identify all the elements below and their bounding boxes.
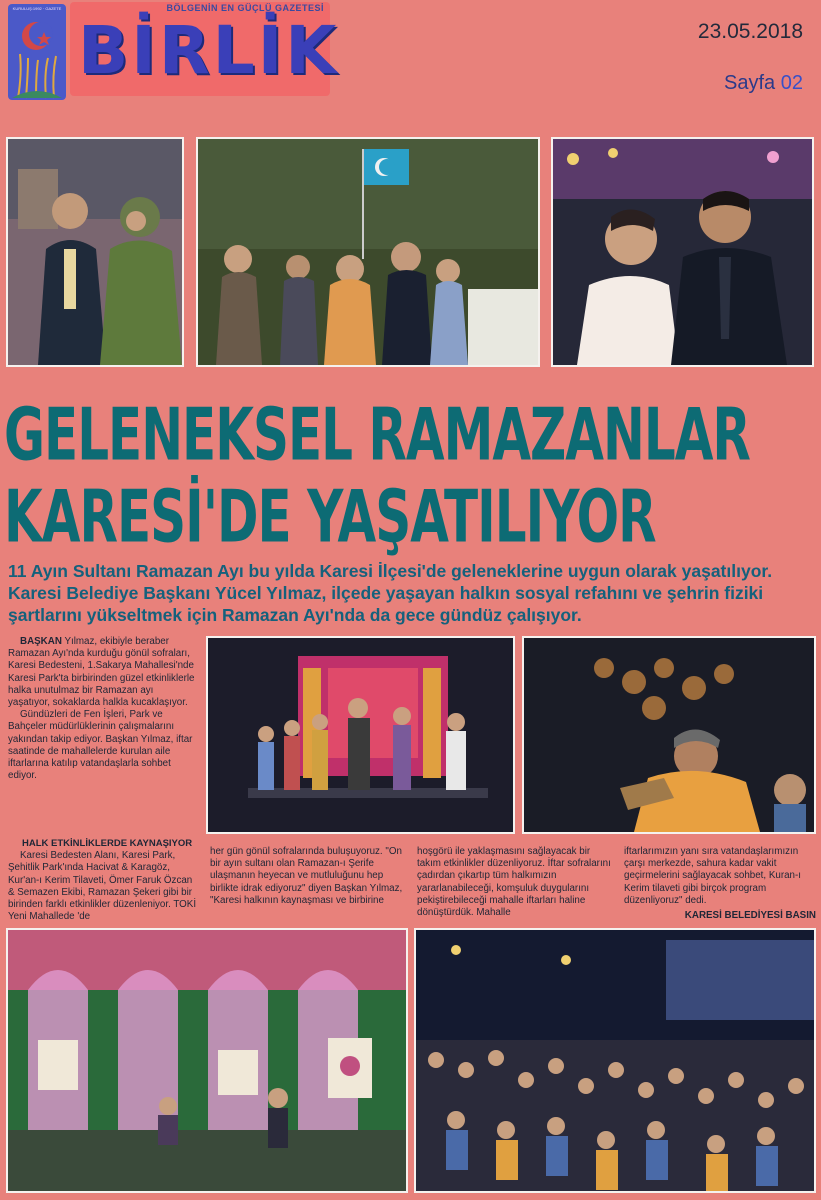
article-column-1-lower: [8, 828, 198, 923]
brand-name: BİRLİK: [78, 12, 340, 89]
photo-serbet-seller: [522, 636, 816, 834]
page-label: Sayfa: [724, 72, 776, 94]
article-paragraph-6: iftarlarımızın yanı sıra vatandaşlarımızın çarşı merkezde, sahura kadar vakit geçirmelerini sağlayacak sohbet, Kuran-ı Kerim tilaveti gibi birçok program düzenliyoruz" dedi.: [624, 846, 801, 906]
newspaper-logo: [4, 0, 340, 104]
article-lead-word: BAŞKAN: [20, 636, 62, 647]
headline-line-2: KARESİ'DE YAŞATILIYOR: [4, 475, 656, 560]
photo-stage-performance: [206, 636, 515, 834]
page-number-value: 02: [780, 72, 803, 94]
masthead-bar: [70, 2, 340, 96]
article-paragraph-1-text: Yılmaz, ekibiyle beraber Ramazan Ayı'nda kurduğu gönül sofraları, Karesi Bedesteni, 1.Sakarya Mahallesi'nde Karesi Park'ta birbirinden güzel etkinliklerle halka unutulmaz bir Ramazan ayı yaşatıyor, sokaklarda halkla kucaklaşıyor.: [8, 636, 195, 709]
article-paragraph-5: hoşgörü ile yaklaşmasını sağlayacak bir takım etkinlikler düzenliyoruz. İftar sofralarını çadırdan çıkartıp tüm halkımızın yararlanabileceği, komşuluk duygularını pekiştirebileceği mahalle iftarları haline dönüştürdük. Mahalle: [417, 846, 611, 919]
article-paragraph-3: Karesi Bedesten Alanı, Karesi Park, Şehitlik Park'ında Hacivat & Karagöz, Kur'an-ı Kerim Tilaveti, Ömer Faruk Özcan & Semazen Ekibi, Ramazan Şekeri gibi bir birinden farklı etkinlikler düzenleniyor. TOKİ Yeni Mahallede 'de: [8, 850, 197, 923]
lead-paragraph: 11 Ayın Sultanı Ramazan Ayı bu yılda Karesi İlçesi'de geleneklerine uygun olarak yaşatılıyor. Karesi Belediye Başkanı Yücel Yılmaz, ilçede yaşayan halkın sosyal refahını ve şehrin fiziki şartlarını yükseltmek için Ramazan Ayı'nda da gece gündüz çalışıyor.: [8, 561, 773, 625]
photo-mayor-with-boy: [551, 137, 814, 367]
issue-date: 23.05.2018: [697, 20, 803, 43]
emblem-text: KURULUŞ:1992 · GAZETE: [12, 6, 62, 11]
headline-line-1: GELENEKSEL RAMAZANLAR: [4, 393, 750, 478]
article-column-3: [417, 846, 613, 919]
article-paragraph-2: Gündüzleri de Fen İşleri, Park ve Bahçeler müdürlüklerinin çalışmalarını yakından takip ediyor. Başkan Yılmaz, iftar saatinde de mahallelerde kurulan aile iftarlarına katılıp vatandaşlarla sohbet ediyor.: [8, 709, 193, 782]
slogan: BÖLGENİN EN GÜÇLÜ GAZETESİ: [166, 3, 324, 13]
article-paragraph-4: her gün gönül sofralarında buluşuyoruz. "On bir ayın sultanı olan Ramazan-ı Şerife ulaşmanın heyecan ve mutluluğunu hep birlikte idrak ediyoruz" diyen Başkan Yılmaz, "Karesi halkının kaynaşması ve birbirine: [210, 846, 403, 906]
article-signature: KARESİ BELEDİYESİ BASIN: [684, 910, 816, 922]
page-number: [724, 72, 803, 95]
photo-night-crowd: [414, 928, 816, 1193]
article-column-1: [8, 636, 198, 782]
photo-ornamental-exhibition: [6, 928, 408, 1193]
photo-mayor-crowd-with-flag: [196, 137, 540, 367]
emblem-logo: [8, 4, 66, 100]
article-column-4: [624, 846, 816, 922]
photo-mayor-with-elderly-woman: [6, 137, 184, 367]
crescent-wheat-icon: [8, 14, 66, 100]
article-paragraph-1: [8, 636, 198, 709]
article-subheading: HALK ETKİNLİKLERDE KAYNAŞIYOR: [22, 838, 193, 849]
article-column-2: [210, 846, 406, 907]
